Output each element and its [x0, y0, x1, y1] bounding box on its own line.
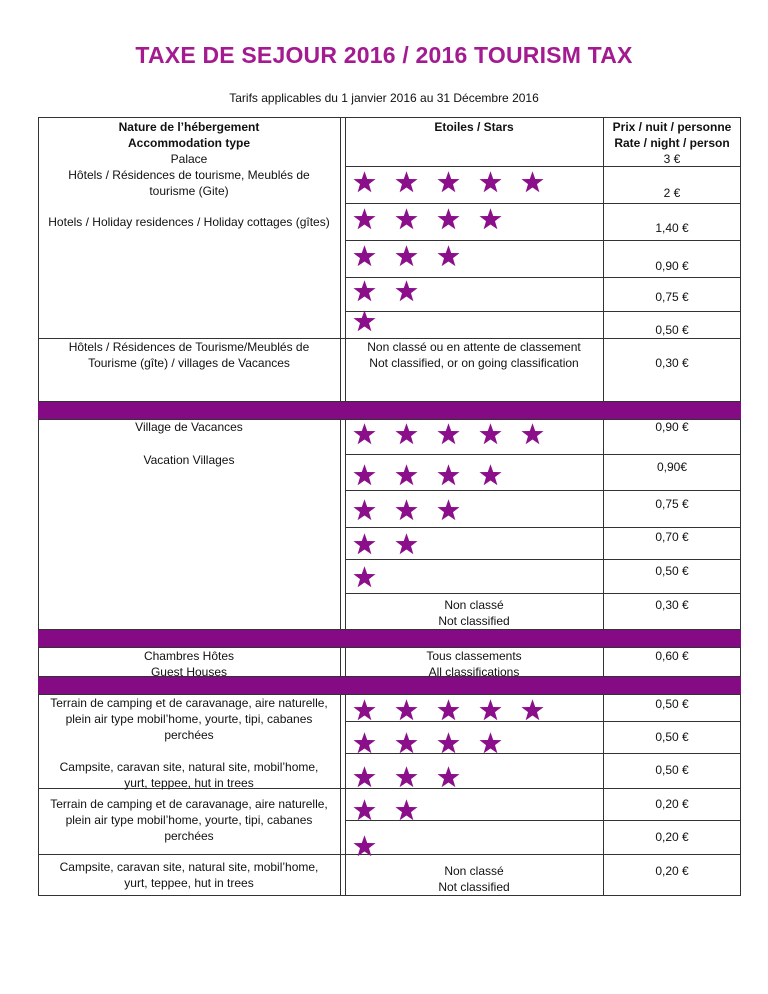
price-village-2-stars: 0,70 € — [655, 530, 689, 544]
star-icon — [520, 422, 545, 447]
star-icon — [352, 244, 377, 269]
price-hotel-5-stars: 2 € — [663, 186, 681, 200]
star-icon — [352, 532, 377, 557]
star-icon — [436, 422, 461, 447]
star-icon — [352, 463, 377, 488]
star-icon — [394, 170, 419, 195]
star-icon — [394, 422, 419, 447]
star-icon — [394, 244, 419, 269]
star-icon — [394, 731, 419, 756]
star-icon — [394, 498, 419, 523]
price-village-1-star: 0,50 € — [655, 564, 689, 578]
star-icon — [478, 170, 503, 195]
price-village-4-stars: 0,90€ — [656, 460, 688, 474]
village-unclassified-label: Non classé Not classified — [438, 598, 510, 628]
star-icon — [352, 834, 377, 859]
star-icon — [478, 422, 503, 447]
star-icon — [394, 207, 419, 232]
section-divider-2 — [38, 630, 741, 647]
star-icon — [478, 698, 503, 723]
star-icon — [352, 422, 377, 447]
guest-houses-label: Chambres Hôtes Guest Houses — [143, 649, 235, 679]
star-icon — [436, 698, 461, 723]
vacation-village-label-en: Vacation Villages — [143, 453, 235, 467]
star-icon — [436, 498, 461, 523]
price-campsite-4-stars: 0,50 € — [655, 730, 689, 744]
star-icon — [394, 798, 419, 823]
campsite-label-fr-1: Terrain de camping et de caravanage, aire naturelle, plein air type mobil’home, yourte, tipi, cabanes perchées — [50, 696, 328, 742]
price-village-5-stars: 0,90 € — [655, 420, 689, 434]
star-icon — [352, 798, 377, 823]
star-icon — [352, 170, 377, 195]
star-icon — [394, 765, 419, 790]
star-icon — [478, 207, 503, 232]
star-icon — [352, 207, 377, 232]
price-village-3-stars: 0,75 € — [655, 497, 689, 511]
star-icon — [520, 698, 545, 723]
star-icon — [436, 731, 461, 756]
price-campsite-5-stars: 0,50 € — [655, 697, 689, 711]
star-icon — [352, 731, 377, 756]
price-hotel-3-stars: 0,90 € — [655, 259, 689, 273]
star-icon — [394, 532, 419, 557]
price-hotel-2-stars: 0,75 € — [655, 290, 689, 304]
price-campsite-2-stars: 0,20 € — [655, 797, 689, 811]
campsite-label-en-1: Campsite, caravan site, natural site, mobil’home, yurt, teppee, hut in trees — [59, 760, 319, 790]
vacation-village-label-fr: Village de Vacances — [135, 420, 243, 434]
hotels-label-en: Hotels / Holiday residences / Holiday cottages (gîtes) — [48, 215, 330, 229]
campsite-unclassified-label: Non classé Not classified — [438, 864, 510, 894]
page-subtitle: Tarifs applicables du 1 janvier 2016 au 31 Décembre 2016 — [229, 91, 539, 105]
star-icon — [352, 698, 377, 723]
palace-label: Palace — [170, 152, 208, 166]
star-icon — [478, 731, 503, 756]
section-divider-1 — [38, 402, 741, 419]
column-header-stars: Etoiles / Stars — [434, 120, 514, 134]
price-guest-houses: 0,60 € — [655, 649, 689, 663]
star-icon — [394, 698, 419, 723]
star-icon — [352, 498, 377, 523]
page-title: TAXE DE SEJOUR 2016 / 2016 TOURISM TAX — [135, 42, 633, 68]
hotels-label-fr: Hôtels / Résidences de tourisme, Meublés de tourisme (Gite) — [68, 168, 310, 198]
guest-houses-classification: Tous classements All classifications — [426, 649, 522, 679]
star-icon — [478, 463, 503, 488]
price-palace: 3 € — [663, 152, 681, 166]
star-icon — [520, 170, 545, 195]
star-icon — [436, 170, 461, 195]
star-icon — [352, 309, 377, 334]
star-icon — [352, 565, 377, 590]
campsite-label-fr-2: Terrain de camping et de caravanage, aire naturelle, plein air type mobil’home, yourte, tipi, cabanes perchées — [50, 797, 328, 843]
star-icon — [436, 244, 461, 269]
star-icon — [352, 279, 377, 304]
unclassified-hotels-type: Hôtels / Résidences de Tourisme/Meublés de Tourisme (gîte) / villages de Vacances — [68, 340, 310, 370]
star-icon — [436, 207, 461, 232]
campsite-label-en-2: Campsite, caravan site, natural site, mobil’home, yurt, teppee, hut in trees — [59, 860, 319, 890]
star-icon — [436, 463, 461, 488]
star-icon — [394, 463, 419, 488]
price-hotel-unclassified: 0,30 € — [655, 356, 689, 370]
column-header-nature: Nature de l’hébergement Accommodation type — [118, 120, 260, 150]
price-hotel-4-stars: 1,40 € — [655, 221, 689, 235]
price-village-unclassified: 0,30 € — [655, 598, 689, 612]
star-icon — [352, 765, 377, 790]
star-icon — [394, 279, 419, 304]
column-header-price: Prix / nuit / personne Rate / night / person — [612, 120, 732, 150]
star-icon — [436, 765, 461, 790]
price-campsite-1-star: 0,20 € — [655, 830, 689, 844]
price-campsite-unclassified: 0,20 € — [655, 864, 689, 878]
price-campsite-3-stars: 0,50 € — [655, 763, 689, 777]
price-hotel-1-star: 0,50 € — [655, 323, 689, 337]
unclassified-hotels-label: Non classé ou en attente de classement Not classified, or on going classification — [367, 340, 581, 370]
